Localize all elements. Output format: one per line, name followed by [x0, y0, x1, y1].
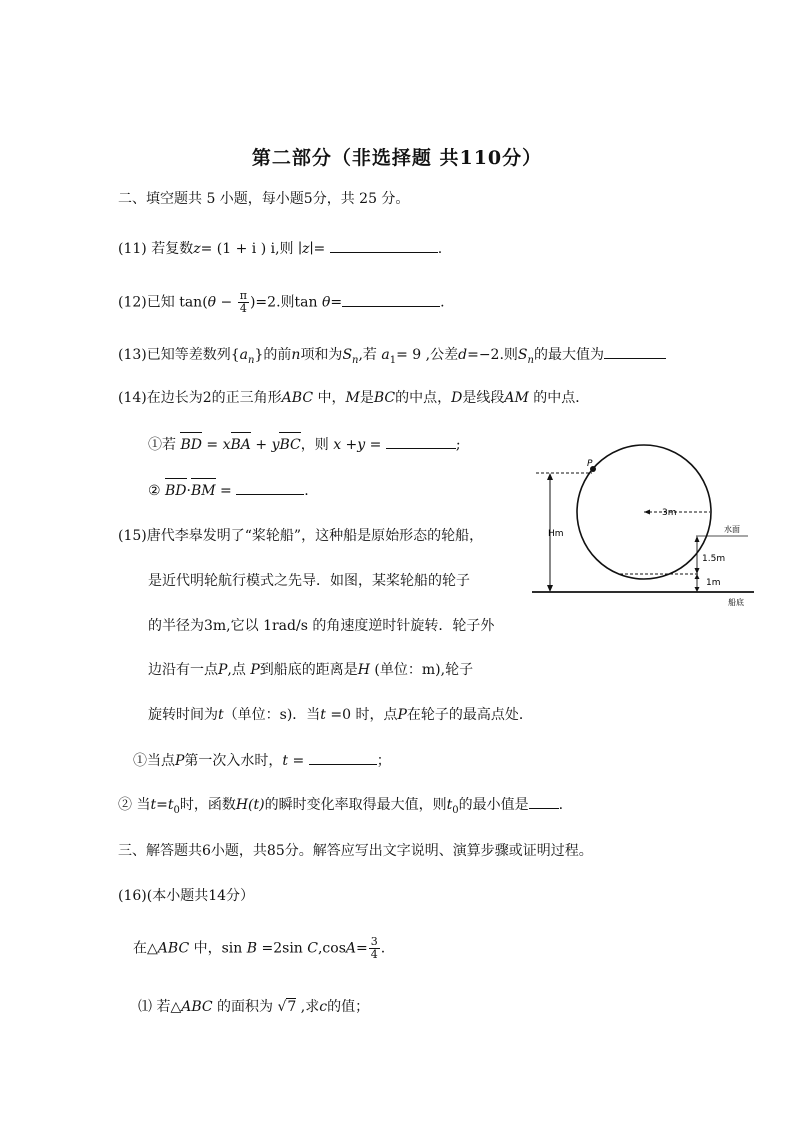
- question-15-line3: 的半径为3m,它以 1rad/s 的角速度逆时针旋转．轮子外: [148, 618, 495, 634]
- question-13: (13)已知等差数列$\{a_n\}$的前n项和为$S_n$,若 $a_1= 9$ ,公差d=−2.则$S_n$的最大值为: [118, 344, 666, 371]
- label-1-5m: 1.5m: [702, 554, 726, 564]
- question-15-line5: 旋转时间为t（单位：s)．当t =0 时，点P在轮子的最高点处．: [148, 707, 533, 723]
- section3-header: 三、解答题共6小题，共85分。解答应写出文字说明、演算步骤或证明过程。: [118, 843, 593, 859]
- answer-blank-15-1[interactable]: [309, 750, 377, 765]
- h-arrow-bottom: [547, 585, 553, 592]
- question-12: (12)已知 tan(θ − $\frac{\pi}{4}$ )=2.则tan θ= .: [118, 289, 445, 315]
- dim-1-5m-arrow-bottom: [695, 568, 700, 574]
- question-11: (11) 若复数z= (1 + i ) i,则 ∣z∣= .: [118, 238, 442, 259]
- question-14: (14)在边长为2的正三角形ABC 中，M是BC的中点，D是线段AM 的中点．: [118, 390, 590, 406]
- paddle-wheel-figure: [528, 440, 758, 612]
- question-15-line1: (15)唐代李皋发明了“桨轮船”，这种船是原始形态的轮船，: [118, 528, 484, 544]
- radius-arrow: [644, 510, 650, 515]
- question-15-part2: ② 当$t=t_0$时，函数H(t)的瞬时变化率取得最大值，则$t_0$的最小值是 .: [118, 794, 563, 821]
- question-15-line4: 边沿有一点P,点 P到船底的距离是H (单位：m),轮子: [148, 662, 474, 678]
- label-water-surface: 水面: [724, 525, 740, 534]
- dim-1m-arrow-top: [695, 574, 700, 579]
- section2-header: 二、填空题共 5 小题，每小题5分，共 25 分。: [118, 191, 410, 207]
- three-quarters-fraction: $\frac{3}{4}$: [370, 935, 378, 961]
- answer-blank-15-2[interactable]: [529, 794, 559, 809]
- question-16-number: (16)(本小题共14分）: [118, 888, 255, 904]
- answer-blank-12[interactable]: [342, 292, 440, 307]
- h-arrow-top: [547, 473, 553, 480]
- question-14-part2: ② BD·BM = .: [148, 480, 309, 501]
- answer-blank-14-1[interactable]: [386, 434, 456, 449]
- answer-blank-13[interactable]: [604, 344, 666, 359]
- label-ship-bottom: 船底: [728, 598, 744, 607]
- dim-1-5m-arrow-top: [695, 536, 700, 542]
- answer-blank-11[interactable]: [330, 238, 438, 253]
- label-3m: 3m: [662, 508, 677, 518]
- label-p: P: [587, 459, 593, 469]
- question-14-part1: ①若 BD = xBA + yBC，则 x +y = ;: [148, 434, 461, 455]
- answer-blank-14-2[interactable]: [236, 480, 304, 495]
- question-15-part1: ①当点P第一次入水时，t = ；: [133, 750, 391, 771]
- pi-over-4-fraction: $\frac{\pi}{4}$: [239, 289, 247, 315]
- label-hm: Hm: [548, 529, 564, 539]
- label-1m: 1m: [706, 578, 721, 588]
- question-15-line2: 是近代明轮航行模式之先导．如图，某桨轮船的轮子: [148, 573, 470, 589]
- question-16-part1: ⑴ 若△ABC 的面积为 √7 ,求c的值；: [138, 999, 370, 1015]
- page-title: 第二部分（非选择题 共110分）: [251, 147, 543, 169]
- question-16-stem: 在△ABC 中，sin B =2sin C,cosA= $\frac{3}{4}$ .: [133, 935, 386, 961]
